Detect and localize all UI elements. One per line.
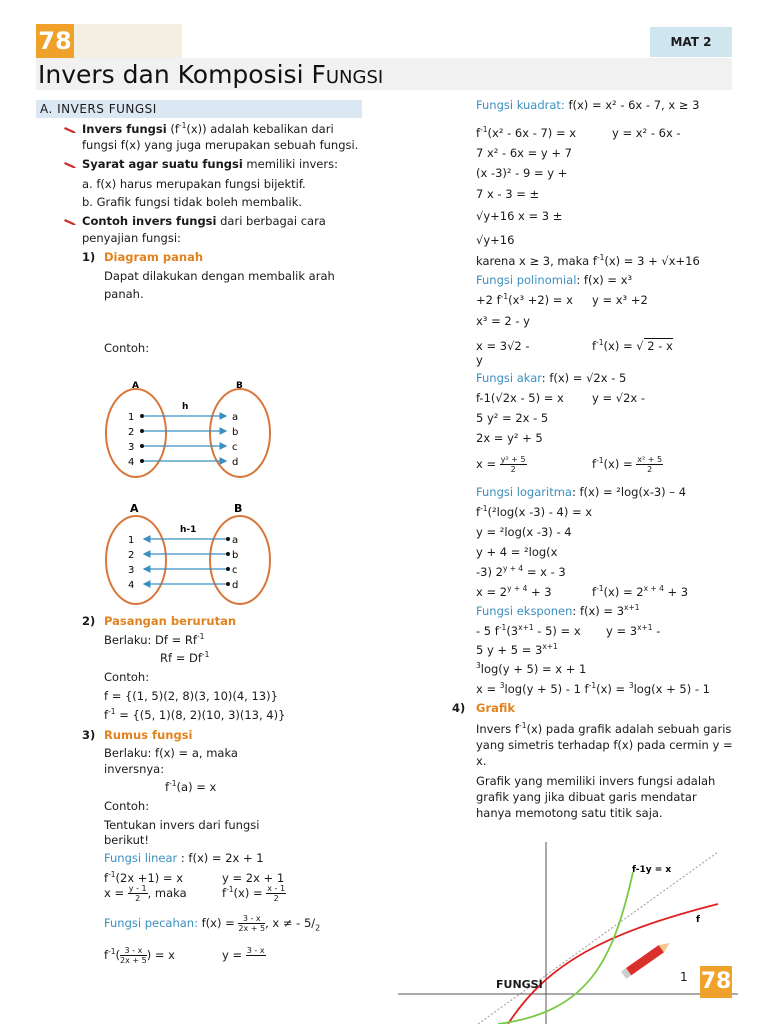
function-heading: Fungsi eksponen: $f(x) = 3^{x+1}$ [476,603,640,618]
list-item: a. f(x) harus merupakan fungsi bijektif. [82,177,306,191]
paragraph: x. [476,754,487,768]
subsection-title: Rumus fungsi [104,728,193,742]
formula-line: √y+16 [476,233,515,247]
paragraph: panah. [104,287,144,301]
domain-value: 4 [128,580,135,591]
formula-line: f = {(1, 5)(2, 8)(3, 10)(4, 13)} [104,689,278,703]
function-heading: Fungsi logaritma: f(x) = ²log(x-3) – 4 [476,485,687,499]
formula-line: - 5 $f^{-1}(3^{x+1} - 5) = x$ [476,623,581,638]
paragraph: yang simetris terhadap f(x) pada cermin y = [476,738,733,752]
formula-line: $f^{-1} = \{(5$, 1)(8, 2)(10, 3)(13, 4)} [104,707,286,722]
page-title: Invers dan Komposisi Fungsi [38,60,384,89]
formula-line: $x = 2^{y + 4} + 3$ [476,584,552,599]
pencil-bullet-icon [64,161,77,169]
subsection-number: 3) [82,728,96,742]
pencil-icon [621,939,672,978]
formula-line: y = √2x - [592,391,646,405]
formula-line: 5 y² = 2x - 5 [476,411,549,425]
footer-page-badge: 78 [700,966,732,998]
domain-value: 4 [128,457,135,468]
formula-line: $y = 3^{x+1}$ - [606,623,661,638]
set-b-label: B [234,502,243,515]
formula-line: 2x = y² + 5 [476,431,543,445]
formula-line: $f^{-1}(x)$ = $\frac{x - 1}{2}$ [222,884,286,903]
function-heading: Fungsi pecahan: f(x) = $\frac{3 - x}{2x + 5}$ , x ≠ - $5/_2$ [104,914,321,933]
formula-line: $f^{-1}(2x +1) = x$ [104,870,184,885]
arrow-diagram-h [100,378,280,478]
paragraph: inversnya: [104,762,165,776]
function-heading: Fungsi kuadrat: f(x) = x² - 6x - 7, x ≥ 3 [476,98,700,112]
paragraph: berikut! [104,833,150,847]
graph-label-f: f [696,915,700,925]
section-heading: A. INVERS FUNGSI [40,102,157,116]
paragraph: Tentukan invers dari fungsi [104,818,260,832]
set-b-label: B [236,381,243,391]
range-value: c [232,442,238,453]
page-number-badge: 78 [36,24,74,58]
formula-line: y = 2x + 1 [222,871,285,885]
formula-line: 5 $y + 5 = 3^{x+1}$ [476,642,558,657]
set-b-ellipse [210,389,270,477]
contoh-label: Contoh: [104,670,150,684]
paragraph: grafik yang jika dibuat garis mendatar [476,790,697,804]
pencil-bullet-icon [64,218,77,226]
curve-f-inverse [498,872,633,1024]
domain-value: 2 [128,550,135,561]
formula-line: $f^{-1}(x^2 - 6x - 7) = x$ [476,125,577,140]
formula-line: $Rf = Df^{-1}$ [160,650,210,665]
paragraph: Dapat dilakukan dengan membalik arah [104,269,335,283]
set-a-label: A [130,502,139,515]
subsection-number: 2) [82,614,96,628]
paragraph: Berlaku: f(x) = a, maka [104,746,238,760]
formula-line: Berlaku: $Df = Rf^{-1}$ [104,632,205,647]
range-value: a [232,412,239,423]
subsection-title: Pasangan berurutan [104,614,237,628]
formula-line: x³ = 2 - y [476,314,530,328]
bullet-text: Contoh invers fungsi dari berbagai cara [82,214,326,228]
bullet-text: penyajian fungsi: [82,231,181,245]
bullet-text: fungsi f(x) yang juga merupakan sebuah fungsi. [82,138,359,152]
function-heading: Fungsi polinomial: f(x) = x³ [476,273,633,287]
formula-line: -3) $2^{y + 4} = x - 3$ [476,564,566,579]
formula-line: x = $\frac{\text{y² + 5}}{2}$ [476,455,526,474]
inverse-function-graph [398,842,738,1024]
range-value: a [232,535,239,546]
subsection-number: 1) [82,250,96,264]
formula-line: 7 x - 3 = ± [476,187,540,201]
curve-f [508,904,718,1024]
domain-value: 3 [128,442,135,453]
formula-line: 7 x² - 6x = y + 7 [476,146,572,160]
domain-values [128,412,134,468]
range-value: d [232,580,239,591]
paragraph: Grafik yang memiliki invers fungsi adalah [476,774,716,788]
range-value: c [232,565,238,576]
formula-line: y = ²log(x -3) - 4 [476,525,572,539]
footer-label: FUNGSI [496,978,543,991]
set-a-ellipse [106,389,166,477]
formula-line: $f^{-1}$( $\frac{3 - x}{2x + 5}$ ) = x [104,946,175,965]
arrow-diagram-h-inverse [100,500,280,605]
range-value: b [232,427,239,438]
set-b-ellipse [210,516,270,604]
domain-value: 1 [128,412,135,423]
range-value: d [232,457,239,468]
formula-line: (x -3)² - 9 = y + [476,166,568,180]
pencil-bullet-icon [64,126,77,134]
formula-line: $f^{-1}(x)$ = √ 2 - x [592,338,673,353]
function-label: h [182,402,189,412]
formula-line: $f^{-1}(^2\log(x$ -3) - 4) = x [476,504,593,519]
function-heading: Fungsi linear : f(x) = 2x + 1 [104,851,264,865]
paragraph: hanya memotong satu titik saja. [476,806,663,820]
header-strip [74,24,182,58]
range-value: b [232,550,239,561]
formula-line: x = $\frac{y - 1}{2}$ , maka [104,884,187,903]
formula-line: y = 3 - x [222,946,265,962]
domain-value: 3 [128,565,135,576]
formula-line: x = 3√2 - [476,339,530,353]
contoh-label: Contoh: [104,341,150,355]
bullet-text: Syarat agar suatu fungsi memiliki invers: [82,157,338,171]
domain-value: 1 [128,535,135,546]
graph-label-inverse: f-1y = x [632,865,672,875]
mapping-arrows [144,539,226,584]
function-label: h-1 [180,525,197,535]
footer-number: 1 [680,970,688,984]
bullet-text: Invers fungsi $(f^{-1}(x))$ adalah kebalikan dari [82,121,334,136]
formula-line: y = x³ +2 [592,293,648,307]
course-tag: MAT 2 [650,27,732,57]
set-a-label: A [132,381,139,391]
formula-line: y + 4 = ²log(x [476,545,558,559]
formula-line: y [476,353,483,367]
formula-line: $^3$log(y + 5) = x + 1 [476,661,587,676]
formula-line: y = x² - 6x - [612,126,681,140]
subsection-number: 4) [452,701,466,715]
formula-line: $f^{-1}(x)$ = $\frac{\text{x² + 5}}{2}$ [592,455,663,474]
formula-line: $f^{-1}(x) = 2^{x + 4} + 3$ [592,584,689,599]
set-a-ellipse [106,516,166,604]
formula-line: √y+16 x = 3 ± [476,209,563,223]
formula-line: karena x ≥ 3, maka $f^{-1}(x) = 3 + √x+16$ [476,253,700,268]
function-heading: Fungsi akar: f(x) = √2x - 5 [476,371,627,385]
subsection-title: Grafik [476,701,516,715]
formula-line: x = $^3$log(y + 5) - 1 $f^{-1}(x) = ^3\log(x + 5) - 1$ [476,681,710,696]
list-item: b. Grafik fungsi tidak boleh membalik. [82,195,303,209]
formula-line: +2 $f^{-1}(x^3 +2) = x$ [476,292,573,307]
domain-value: 2 [128,427,135,438]
paragraph: Invers $f^{-1}(x)$ pada grafik adalah sebuah garis [476,721,732,736]
contoh-label: Contoh: [104,799,150,813]
range-values [232,412,238,468]
mirror-line-y-equals-x [478,852,718,1024]
subsection-title: Diagram panah [104,250,204,264]
formula-line: f-1(√2x - 5) = x [476,391,564,405]
formula-line: $f^{-1}(a) = x$ [165,779,217,794]
